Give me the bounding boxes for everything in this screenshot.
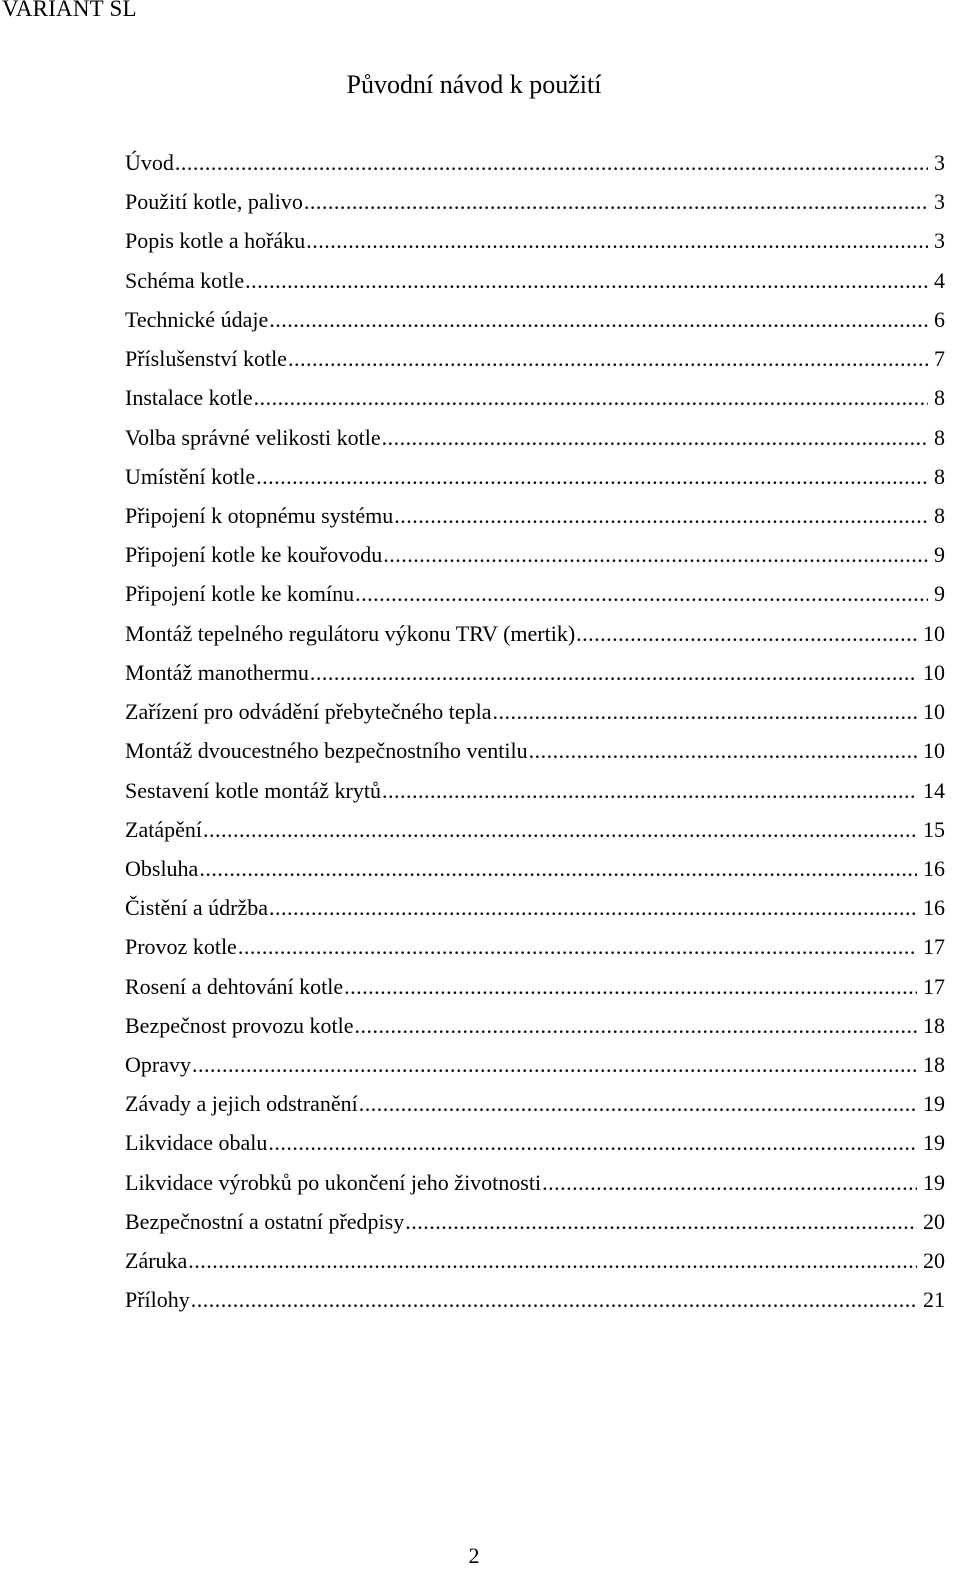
toc-dot-leader [288,344,928,374]
toc-entry-label: Instalace kotle [125,385,253,411]
toc-entry-page: 20 [923,1248,945,1274]
toc-entry[interactable] [125,540,945,579]
toc-dot-leader [359,1089,917,1119]
toc-entry-label: Příslušenství kotle [125,346,287,372]
toc-entry[interactable] [125,344,945,383]
toc-dot-leader [394,501,928,531]
toc-entry[interactable] [125,658,945,697]
toc-entry-label: Čistění a údržba [125,895,268,921]
toc-entry[interactable] [125,1011,945,1050]
running-header: VARIANT SL [2,0,137,21]
toc-entry[interactable] [125,226,945,265]
toc-entry-page: 16 [923,855,945,881]
toc-entry-page: 20 [923,1208,945,1234]
toc-entry-page: 10 [923,659,945,685]
toc-dot-leader [254,383,928,413]
toc-dot-leader [542,1168,917,1198]
toc-entry-page: 10 [923,738,945,764]
toc-entry[interactable] [125,423,945,462]
toc-dot-leader [310,658,917,688]
toc-entry-page: 8 [934,502,945,528]
toc-entry[interactable] [125,305,945,344]
toc-dot-leader [199,854,917,884]
toc-dot-leader [269,893,917,923]
toc-entry-page: 18 [923,1012,945,1038]
toc-dot-leader [269,305,928,335]
toc-entry-label: Připojení k otopnému systému [125,502,394,528]
toc-entry[interactable] [125,462,945,501]
toc-entry-label: Montáž dvoucestného bezpečnostního ventilu [125,738,528,764]
toc-entry[interactable] [125,815,945,854]
toc-entry-page: 17 [923,934,945,960]
toc-entry-label: Připojení kotle ke kouřovodu [125,542,383,568]
toc-entry-page: 3 [934,189,945,215]
toc-entry-page: 14 [923,777,945,803]
toc-entry[interactable] [125,972,945,1011]
toc-entry[interactable] [125,1128,945,1167]
toc-dot-leader [268,1128,917,1158]
toc-entry-label: Použití kotle, palivo [125,189,303,215]
toc-entry[interactable] [125,893,945,932]
toc-entry-page: 19 [923,1091,945,1117]
toc-entry-label: Zařízení pro odvádění přebytečného tepla [125,699,492,725]
toc-entry-page: 21 [923,1287,945,1313]
toc-entry-page: 9 [934,581,945,607]
toc-entry[interactable] [125,501,945,540]
toc-dot-leader [493,697,917,727]
toc-entry-label: Záruka [125,1248,188,1274]
toc-dot-leader [382,776,917,806]
toc-dot-leader [529,736,917,766]
toc-entry[interactable] [125,383,945,422]
toc-dot-leader [382,423,928,453]
toc-entry[interactable] [125,697,945,736]
toc-entry-page: 9 [934,542,945,568]
toc-dot-leader [576,619,917,649]
toc-entry-page: 4 [934,267,945,293]
toc-entry-label: Rosení a dehtování kotle [125,973,344,999]
toc-entry-page: 18 [923,1052,945,1078]
toc-dot-leader [344,972,917,1002]
toc-entry-label: Technické údaje [125,306,269,332]
toc-entry[interactable] [125,1285,945,1324]
toc-entry-label: Opravy [125,1052,191,1078]
toc-entry-page: 16 [923,895,945,921]
toc-entry[interactable] [125,1207,945,1246]
toc-dot-leader [175,148,928,178]
toc-entry[interactable] [125,148,945,187]
toc-dot-leader [191,1285,917,1315]
toc-entry-label: Sestavení kotle montáž krytů [125,777,381,803]
toc-entry-label: Úvod [125,150,174,175]
toc-entry[interactable] [125,1246,945,1285]
toc-dot-leader [306,226,928,256]
toc-entry-label: Závady a jejich odstranění [125,1091,358,1117]
toc-entry-page: 3 [934,150,945,175]
page-number: 2 [468,1543,480,1568]
toc-dot-leader [245,266,928,296]
toc-entry-label: Likvidace výrobků po ukončení jeho životnosti [125,1169,542,1195]
toc-entry-page: 8 [934,424,945,450]
toc-entry[interactable] [125,854,945,893]
toc-entry[interactable] [125,1168,945,1207]
toc-dot-leader [355,579,928,609]
toc-entry-page: 19 [923,1169,945,1195]
toc-entry[interactable] [125,187,945,226]
toc-entry-label: Připojení kotle ke komínu [125,581,355,607]
table-of-contents [125,148,945,1325]
toc-dot-leader [304,187,928,217]
toc-dot-leader [192,1050,917,1080]
toc-entry-label: Přílohy [125,1287,190,1313]
toc-entry-page: 10 [923,699,945,725]
toc-entry-label: Schéma kotle [125,267,245,293]
toc-entry[interactable] [125,776,945,815]
toc-dot-leader [383,540,928,570]
toc-entry[interactable] [125,736,945,775]
toc-dot-leader [238,932,917,962]
toc-entry[interactable] [125,932,945,971]
toc-entry-page: 17 [923,973,945,999]
toc-entry-page: 6 [934,306,945,332]
page-title: Původní návod k použití [346,70,602,99]
toc-entry-page: 10 [923,620,945,646]
toc-dot-leader [203,815,917,845]
toc-dot-leader [188,1246,917,1276]
toc-entry-page: 19 [923,1130,945,1156]
toc-entry-label: Montáž manothermu [125,659,309,685]
toc-entry[interactable] [125,579,945,618]
toc-entry-label: Likvidace obalu [125,1130,268,1156]
toc-entry-page: 8 [934,463,945,489]
toc-dot-leader [405,1207,917,1237]
toc-entry-label: Bezpečnost provozu kotle [125,1012,354,1038]
toc-entry[interactable] [125,1089,945,1128]
toc-entry-label: Zatápění [125,816,202,842]
toc-dot-leader [355,1011,918,1041]
toc-entry-page: 8 [934,385,945,411]
toc-entry-label: Umístění kotle [125,463,256,489]
toc-entry-label: Volba správné velikosti kotle [125,424,381,450]
toc-entry-page: 7 [934,346,945,372]
toc-entry[interactable] [125,266,945,305]
toc-entry-label: Obsluha [125,855,199,881]
toc-entry[interactable] [125,619,945,658]
toc-entry-label: Bezpečnostní a ostatní předpisy [125,1208,405,1234]
toc-entry[interactable] [125,1050,945,1089]
toc-entry-label: Montáž tepelného regulátoru výkonu TRV (mertik) [125,620,576,646]
toc-entry-page: 3 [934,228,945,254]
toc-dot-leader [256,462,928,492]
toc-entry-page: 15 [923,816,945,842]
toc-entry-label: Provoz kotle [125,934,237,960]
toc-entry-label: Popis kotle a hořáku [125,228,306,254]
